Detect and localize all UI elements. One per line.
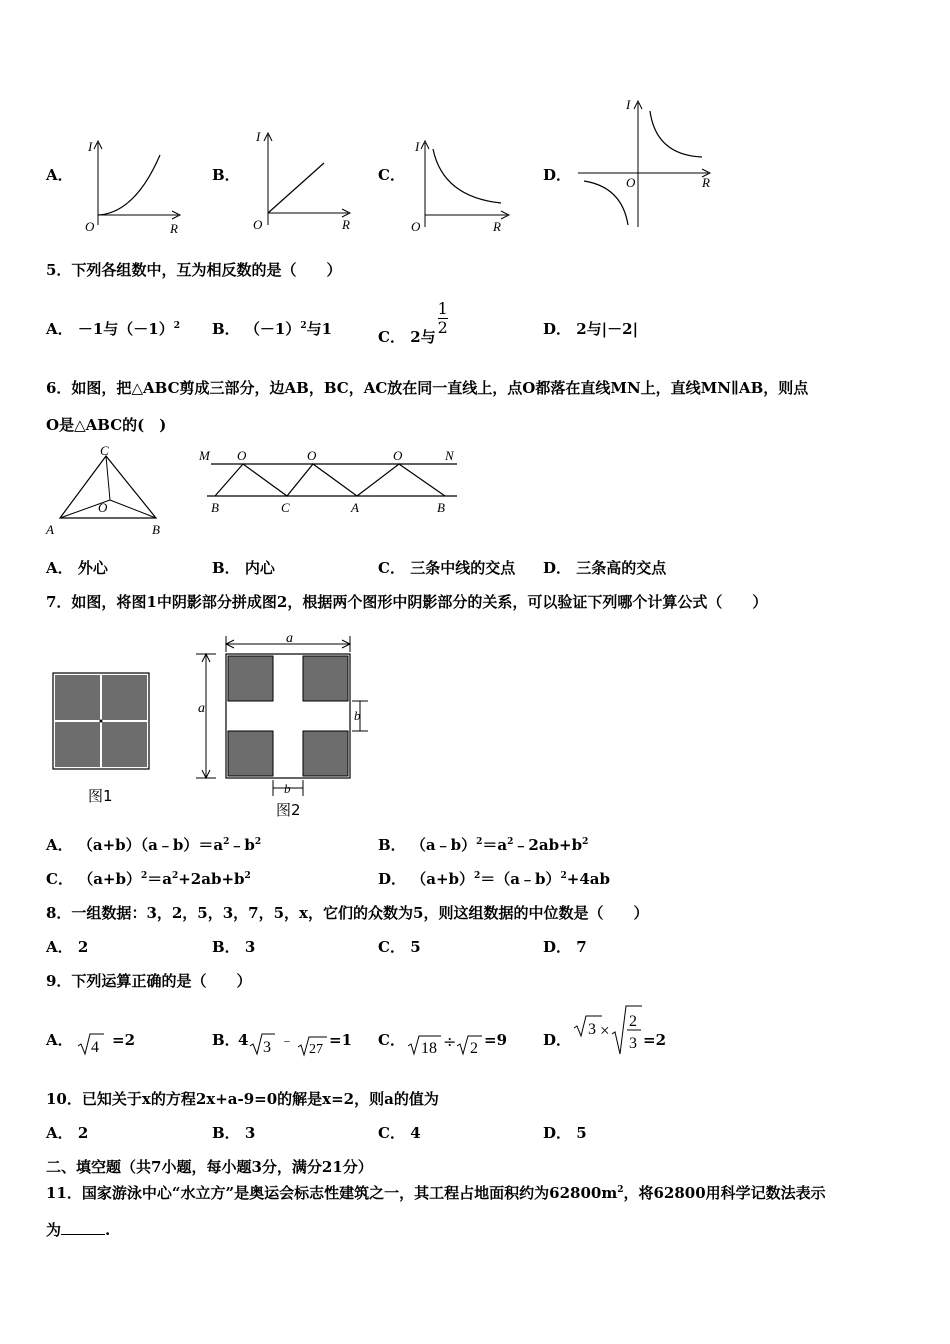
q9-d-expression bbox=[572, 1002, 644, 1058]
q5-c-fraction bbox=[438, 300, 448, 337]
q9-b-sqrt2 bbox=[296, 1033, 328, 1059]
q7-c-tail: +2ab+b bbox=[178, 870, 245, 888]
q6-fig2-B1: B bbox=[211, 500, 219, 515]
q8-stem: 8．一组数据：3，2，5，3，7，5，x，它们的众数为5，则这组数据的中位数是（ ） bbox=[46, 904, 649, 922]
q6-option-c bbox=[378, 558, 515, 578]
q7-d-mid: ＝（a﹣b） bbox=[480, 870, 561, 888]
q8-d-label: D． bbox=[543, 938, 572, 956]
q7-c-sup2: 2 bbox=[171, 871, 179, 881]
q4-a-axis-y: I bbox=[88, 139, 93, 154]
q6-figure-triangle bbox=[42, 442, 172, 537]
q6-a-text: 外心 bbox=[77, 559, 108, 577]
q10-a-label: A． bbox=[46, 1124, 73, 1142]
q6-fig2-M: M bbox=[199, 448, 210, 463]
q7-a-text: （a+b）（a﹣b）＝a bbox=[77, 836, 224, 854]
q4-c-axis-y: I bbox=[415, 139, 420, 154]
q11-line1-text: 11．国家游泳中心“水立方”是奥运会标志性建筑之一，其工程占地面积约为62800m bbox=[46, 1184, 618, 1202]
q5-a-text: －1与（－1） bbox=[77, 320, 174, 338]
q9-c-radicand1: 18 bbox=[421, 1040, 437, 1057]
q5-option-d bbox=[543, 319, 638, 339]
q6-fig2-C: C bbox=[281, 500, 290, 515]
q6-option-a bbox=[46, 558, 108, 578]
q8-c-text: 5 bbox=[410, 938, 421, 956]
q7-fig2-a-left: a bbox=[198, 701, 205, 716]
q7-option-c bbox=[46, 869, 251, 889]
q6-c-label: C． bbox=[378, 559, 405, 577]
q7-figure-1 bbox=[50, 670, 154, 774]
q6-fig2-N: N bbox=[445, 448, 454, 463]
q6-option-b bbox=[212, 558, 275, 578]
q6-fig2-O2: O bbox=[307, 448, 317, 463]
q7-b-label: B． bbox=[378, 836, 406, 854]
q7-stem: 7．如图，将图1中阴影部分拼成图2，根据两个图形中阴影部分的关系，可以验证下列哪个计算公式（ ） bbox=[46, 593, 768, 611]
q9-d-den: 3 bbox=[629, 1035, 637, 1052]
q7-a-sup1: 2 bbox=[223, 837, 230, 847]
q7-fig1-caption: 图1 bbox=[88, 787, 113, 805]
q5-b-tail: 与1 bbox=[306, 320, 333, 338]
q4-graph-b bbox=[248, 125, 358, 235]
q9-d-eq: =2 bbox=[643, 1031, 667, 1049]
q4-option-a-label: A． bbox=[46, 166, 73, 184]
q11-line1-sup: 2 bbox=[617, 1185, 624, 1195]
q6-b-label: B． bbox=[212, 559, 240, 577]
q9-b-sqrt1 bbox=[248, 1030, 276, 1058]
q5-option-b bbox=[212, 319, 332, 339]
q9-d-num: 2 bbox=[629, 1013, 637, 1030]
q7-figure-2 bbox=[192, 630, 377, 800]
q7-b-sup2: 2 bbox=[507, 837, 514, 847]
q8-b-text: 3 bbox=[244, 938, 256, 956]
q8-a-label: A． bbox=[46, 938, 73, 956]
q4-graph-d bbox=[570, 95, 720, 235]
q9-a-label: A． bbox=[46, 1031, 73, 1049]
q11-answer-blank[interactable] bbox=[61, 1220, 105, 1235]
q7-fig2-b-bottom: b bbox=[284, 781, 291, 796]
q4-d-origin: O bbox=[626, 175, 636, 190]
q4-option-a bbox=[46, 164, 73, 185]
q7-c-sup1: 2 bbox=[140, 871, 148, 881]
q6-fig2-A: A bbox=[351, 500, 359, 515]
q5-c-label: C． bbox=[378, 327, 405, 346]
q8-d-text: 7 bbox=[576, 938, 587, 956]
q11-line2 bbox=[46, 1220, 110, 1240]
q7-a-sup2: 2 bbox=[254, 837, 262, 847]
q10-c-label: C． bbox=[378, 1124, 405, 1142]
q10-option-c bbox=[378, 1123, 421, 1143]
q9-c-radicand2: 2 bbox=[470, 1040, 478, 1057]
q9-c-div: ÷ bbox=[443, 1032, 457, 1051]
q11-line2-post: . bbox=[105, 1221, 111, 1239]
q9-stem: 9．下列运算正确的是（ ） bbox=[46, 972, 252, 990]
q6-fig1-A: A bbox=[46, 522, 54, 537]
q8-option-d bbox=[543, 937, 587, 957]
q5-d-label: D． bbox=[543, 320, 572, 338]
q4-option-b-label: B． bbox=[212, 166, 240, 184]
q6-d-text: 三条高的交点 bbox=[576, 559, 667, 577]
q7-d-tail: +4ab bbox=[566, 870, 610, 888]
q9-d-radicand1: 3 bbox=[588, 1021, 596, 1038]
q9-b-coef: 4 bbox=[238, 1031, 249, 1049]
q7-d-text: （a+b） bbox=[411, 870, 475, 888]
q7-d-label: D． bbox=[378, 870, 407, 888]
q7-d-sup2: 2 bbox=[560, 871, 567, 881]
q7-b-sup3: 2 bbox=[582, 837, 589, 847]
q10-d-label: D． bbox=[543, 1124, 572, 1142]
q4-b-origin: O bbox=[253, 217, 263, 232]
q5-c-den: 2 bbox=[437, 318, 448, 337]
q11-line1 bbox=[46, 1183, 826, 1203]
q5-b-label: B． bbox=[212, 320, 240, 338]
q4-a-origin: O bbox=[85, 219, 95, 234]
q4-graph-c bbox=[405, 135, 515, 235]
q6-fig2-O3: O bbox=[393, 448, 403, 463]
q5-a-sup: 2 bbox=[173, 321, 181, 331]
q9-b-eq: =1 bbox=[329, 1031, 353, 1049]
q7-option-b bbox=[378, 835, 588, 855]
q6-d-label: D． bbox=[543, 559, 572, 577]
q7-b-mid: ＝a bbox=[482, 836, 508, 854]
q7-option-d bbox=[378, 869, 610, 889]
q6-fig2-B2: B bbox=[437, 500, 445, 515]
q7-fig2-caption: 图2 bbox=[276, 801, 301, 819]
q5-b-sup: 2 bbox=[300, 321, 307, 331]
q9-a-eq: =2 bbox=[112, 1031, 136, 1049]
q9-a-radicand: 4 bbox=[91, 1039, 99, 1056]
section2-heading: 二、填空题（共7小题，每小题3分，满分21分） bbox=[46, 1158, 373, 1176]
q6-b-text: 内心 bbox=[244, 559, 275, 577]
q6-fig1-O: O bbox=[98, 500, 108, 515]
q7-option-a bbox=[46, 835, 261, 855]
q10-b-text: 3 bbox=[244, 1124, 256, 1142]
q6-fig1-C: C bbox=[100, 443, 109, 458]
q7-a-label: A． bbox=[46, 836, 73, 854]
q5-a-label: A． bbox=[46, 320, 73, 338]
q4-b-axis-x: R bbox=[342, 217, 350, 232]
q8-option-a bbox=[46, 937, 88, 957]
q4-c-origin: O bbox=[411, 219, 421, 234]
q7-fig2-b-right: b bbox=[354, 708, 361, 723]
q9-a-sqrt bbox=[76, 1030, 106, 1058]
q5-d-text: 2与|－2| bbox=[576, 320, 639, 338]
q10-option-d bbox=[543, 1123, 587, 1143]
q4-option-c bbox=[378, 164, 405, 185]
q4-c-axis-x: R bbox=[493, 219, 501, 234]
q4-graph-a bbox=[80, 135, 185, 235]
q9-b-radicand1: 3 bbox=[263, 1039, 271, 1056]
q6-stem-line2: O是△ABC的( ) bbox=[46, 416, 167, 434]
q10-option-a bbox=[46, 1123, 88, 1143]
q5-b-text: （－1） bbox=[244, 320, 301, 338]
q4-option-d-label: D． bbox=[543, 166, 572, 184]
q7-c-label: C． bbox=[46, 870, 73, 888]
q9-d-label: D． bbox=[543, 1031, 572, 1049]
q10-b-label: B． bbox=[212, 1124, 240, 1142]
q7-fig2-a-top: a bbox=[286, 631, 293, 646]
q6-fig1-B: B bbox=[152, 522, 160, 537]
q8-a-text: 2 bbox=[77, 938, 89, 956]
q7-b-tail: ﹣2ab+b bbox=[513, 836, 583, 854]
q5-c-num: 1 bbox=[437, 299, 448, 318]
q5-option-a bbox=[46, 319, 180, 339]
q9-c-sqrt2 bbox=[455, 1032, 483, 1058]
q9-b-radicand2: 27 bbox=[309, 1042, 323, 1057]
q9-c-eq: =9 bbox=[484, 1031, 508, 1049]
q9-b-minus: ﹣ bbox=[280, 1033, 294, 1049]
q11-line1-tail: ，将62800用科学记数法表示 bbox=[623, 1184, 826, 1202]
q4-a-axis-x: R bbox=[170, 221, 178, 235]
q6-fig2-O1: O bbox=[237, 448, 247, 463]
q7-b-sup1: 2 bbox=[476, 837, 483, 847]
q9-d-times: × bbox=[600, 1021, 610, 1040]
q7-c-sup3: 2 bbox=[244, 871, 251, 881]
q6-option-d bbox=[543, 558, 666, 578]
q10-a-text: 2 bbox=[77, 1124, 89, 1142]
q9-c-label: C． bbox=[378, 1031, 405, 1049]
q7-c-mid: ＝a bbox=[147, 870, 172, 888]
q8-b-label: B． bbox=[212, 938, 240, 956]
q8-c-label: C． bbox=[378, 938, 405, 956]
q7-d-sup1: 2 bbox=[474, 871, 481, 881]
q9-c-sqrt1 bbox=[406, 1032, 442, 1058]
q6-stem-line1: 6．如图，把△ABC剪成三部分，边AB，BC，AC放在同一直线上，点O都落在直线MN上，直线MN∥AB，则点 bbox=[46, 379, 809, 397]
q5-c-text: 2与 bbox=[410, 327, 436, 346]
q9-b-label: B． bbox=[212, 1031, 240, 1049]
q6-figure-line bbox=[195, 442, 470, 522]
q4-option-b bbox=[212, 164, 240, 185]
q6-c-text: 三条中线的交点 bbox=[410, 559, 516, 577]
q8-option-b bbox=[212, 937, 255, 957]
q10-stem: 10．已知关于x的方程2x+a-9=0的解是x=2，则a的值为 bbox=[46, 1090, 439, 1108]
q5-stem: 5．下列各组数中，互为相反数的是（ ） bbox=[46, 261, 342, 279]
q4-b-axis-y: I bbox=[256, 129, 261, 144]
q7-b-text: （a﹣b） bbox=[410, 836, 477, 854]
q4-d-axis-x: R bbox=[702, 175, 710, 190]
q10-c-text: 4 bbox=[410, 1124, 421, 1142]
q10-option-b bbox=[212, 1123, 255, 1143]
q4-d-axis-y: I bbox=[626, 97, 631, 112]
q6-a-label: A． bbox=[46, 559, 73, 577]
q10-d-text: 5 bbox=[576, 1124, 587, 1142]
q5-option-c bbox=[378, 299, 448, 346]
q4-option-d bbox=[543, 164, 571, 185]
q8-option-c bbox=[378, 937, 421, 957]
q7-c-text: （a+b） bbox=[78, 870, 141, 888]
q11-line2-pre: 为 bbox=[46, 1221, 62, 1239]
q4-option-c-label: C． bbox=[378, 166, 405, 184]
q7-a-mid: ﹣b bbox=[229, 836, 255, 854]
